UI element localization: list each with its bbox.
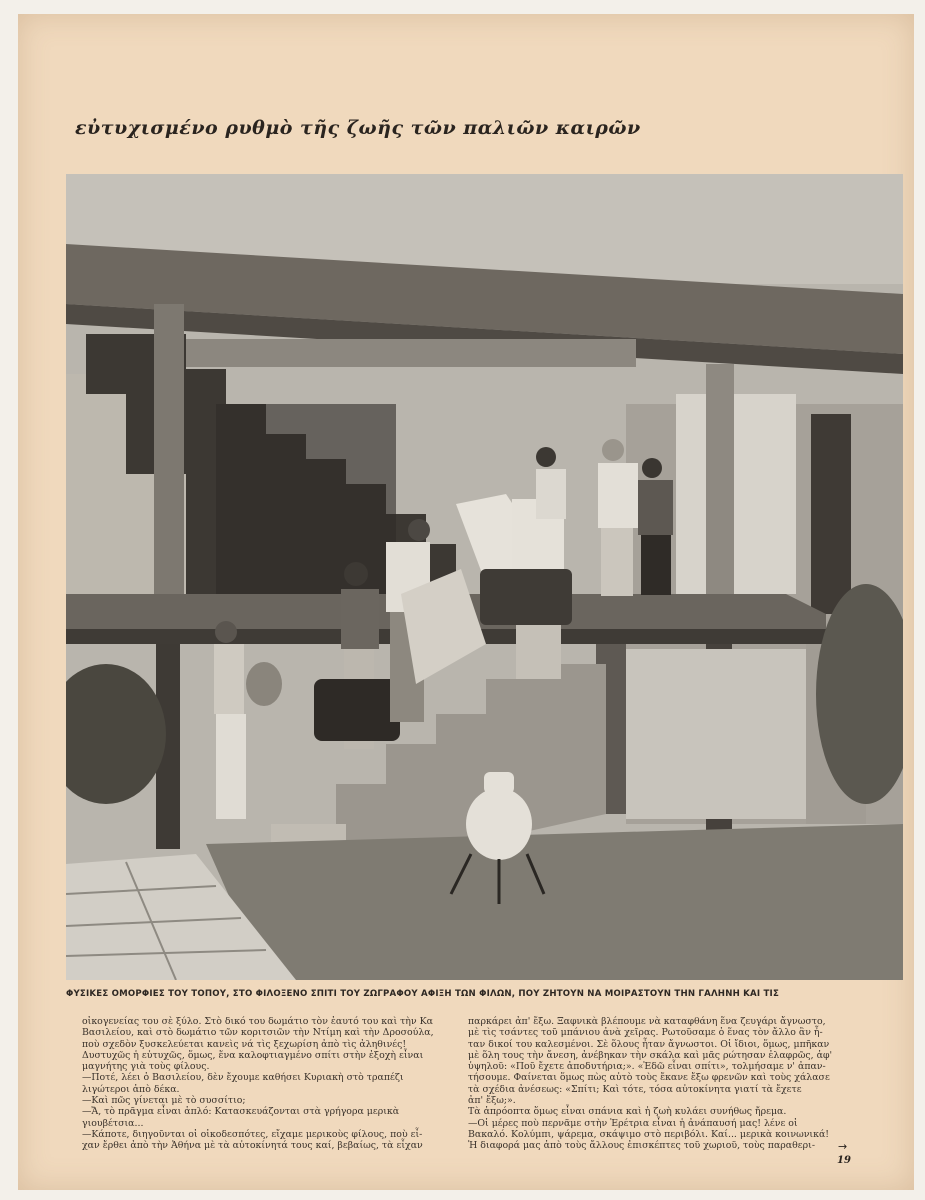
text-line: ἀπ' ἔξω;». xyxy=(468,1095,516,1107)
text-line: —Ποτέ, λέει ὁ Βασιλείου, δὲν ἔχουμε καθήσει Κυριακὴ στὸ τραπέζι xyxy=(82,1072,404,1084)
text-line: μὲ ὅλη τους τὴν ἄνεση, ἀνέβηκαν τὴν σκάλα καὶ μᾶς ρώτησαν ἐλαφρῶς, ἀφ' xyxy=(468,1049,833,1061)
text-line: —Οἱ μέρες ποὺ περνᾶμε στὴν Ἐρέτρια εἶναι ἡ ἀνάπαυσή μας! λένε οἱ xyxy=(468,1117,798,1129)
text-line: —Ἄ, τὸ πρᾶγμα εἶναι ἁπλό: Κατασκευάζονται στὰ γρήγορα μερικὰ xyxy=(82,1106,400,1118)
text-line: —Κάποτε, διηγοῦνται οἱ οἰκοδεσπότες, εἴχαμε μερικοὺς φίλους, ποὺ εἶ- xyxy=(82,1128,423,1140)
text-line: Ἡ διαφορά μας ἀπὸ τοὺς ἄλλους ἐπισκέπτες τοῦ χωριοῦ, τοὺς παραθερι- xyxy=(468,1140,815,1152)
headline: εὐτυχισμένο ρυθμὸ τῆς ζωῆς τῶν παλιῶν καιρῶν xyxy=(75,117,641,139)
text-line: μαγνήτης γιὰ τοὺς φίλους. xyxy=(82,1061,210,1073)
text-line: Τὰ ἀπρόοπτα ὅμως εἶναι σπάνια καὶ ἡ ζωὴ κυλάει συνήθως ἤρεμα. xyxy=(468,1106,787,1118)
text-line: οἰκογενείας του σὲ ξύλο. Στὸ δικό του δωμάτιο τὸν ἑαυτό του καὶ τὴν Κα xyxy=(82,1016,433,1027)
text-line: Βακαλό. Κολύμπι, ψάρεμα, σκάψιμο στὸ περιβόλι. Καί... μερικὰ κοινωνικά! xyxy=(468,1128,830,1140)
text-line: τὰ σχέδια ἀνέσεως: «Σπίτι; Καὶ τότε, τόσα αὐτοκίνητα γιατί τὰ ἔχετε xyxy=(468,1083,802,1095)
photo-caption: ΦΥΣΙΚΕΣ ΟΜΟΡΦΙΕΣ ΤΟΥ ΤΟΠΟΥ, ΣΤΟ ΦΙΛΟΞΕΝΟ ΣΠΙΤΙ ΤΟΥ ΖΩΓΡΑΦΟΥ ΑΦΙΞΗ ΤΩΝ ΦΙΛΩΝ, ΠΟΥ ΖΗΤΟΥΝ ΝΑ ΜΟΙΡΑΣΤΟΥΝ ΤΗΝ ΓΑΛΗΝΗ ΚΑΙ ΤΙΣ xyxy=(66,989,780,999)
continue-arrow-icon: → xyxy=(838,1140,848,1153)
text-line: τήσουμε. Φαίνεται ὅμως πὼς αὐτὸ τοὺς ἔκανε ἔξω φρενῶν καὶ τοὺς χάλασε xyxy=(468,1072,830,1084)
text-line: γιουβέτσια... xyxy=(82,1117,144,1129)
text-line: λιγώτεροι ἀπὸ δέκα. xyxy=(82,1083,180,1095)
text-line: ὑψηλοῦ: «Ποῦ ἔχετε ἀποδυτήρια;». «Ἐδῶ εἶναι σπίτι», τολμήσαμε ν' ἀπαν- xyxy=(468,1061,826,1073)
text-line: χαν ἔρθει ἀπὸ τὴν Ἀθήνα μὲ τὰ αὐτοκίνητά τους καί, βεβαίως, τὰ εἶχαν xyxy=(82,1140,423,1152)
text-line: ποὺ σχεδὸν ξυσκελεύεται κανεὶς νά τὶς ξεχωρίση ἀπὸ τὶς ἀληθινές! xyxy=(82,1038,407,1050)
text-line: μὲ τὶς τσάντες τοῦ μπάνιου ἀνὰ χεῖρας. Ρωτοῦσαμε ὁ ἕνας τὸν ἄλλο ἂν ἦ- xyxy=(468,1027,823,1039)
text-line: ταν δικοί του καλεσμένοι. Σὲ ὅλους ἦταν ἄγνωστοι. Οἱ ἴδιοι, ὅμως, μπῆκαν xyxy=(468,1038,830,1050)
text-column-right xyxy=(468,1016,852,1152)
text-line: Βασιλείου, καὶ στὸ δωμάτιο τῶν κοριτσιῶν τὴν Ντίμη καὶ τὴν Δροσούλα, xyxy=(82,1027,434,1039)
text-line: παρκάρει ἀπ' ἔξω. Ξαφνικὰ βλέπουμε νὰ καταφθάνη ἕνα ζευγάρι ἄγνωστο, xyxy=(468,1016,826,1027)
page-number: 19 xyxy=(837,1155,851,1166)
house-photo xyxy=(66,174,903,980)
text-line: Δυστυχῶς ἡ εὐτυχῶς, ὅμως, ἕνα καλοφτιαγμένο σπίτι στὴν ἐξοχὴ εἶναι xyxy=(82,1049,424,1061)
text-column-left xyxy=(82,1016,444,1152)
text-line: —Καὶ πῶς γίνεται μὲ τὸ συσσίτιο; xyxy=(82,1095,246,1107)
